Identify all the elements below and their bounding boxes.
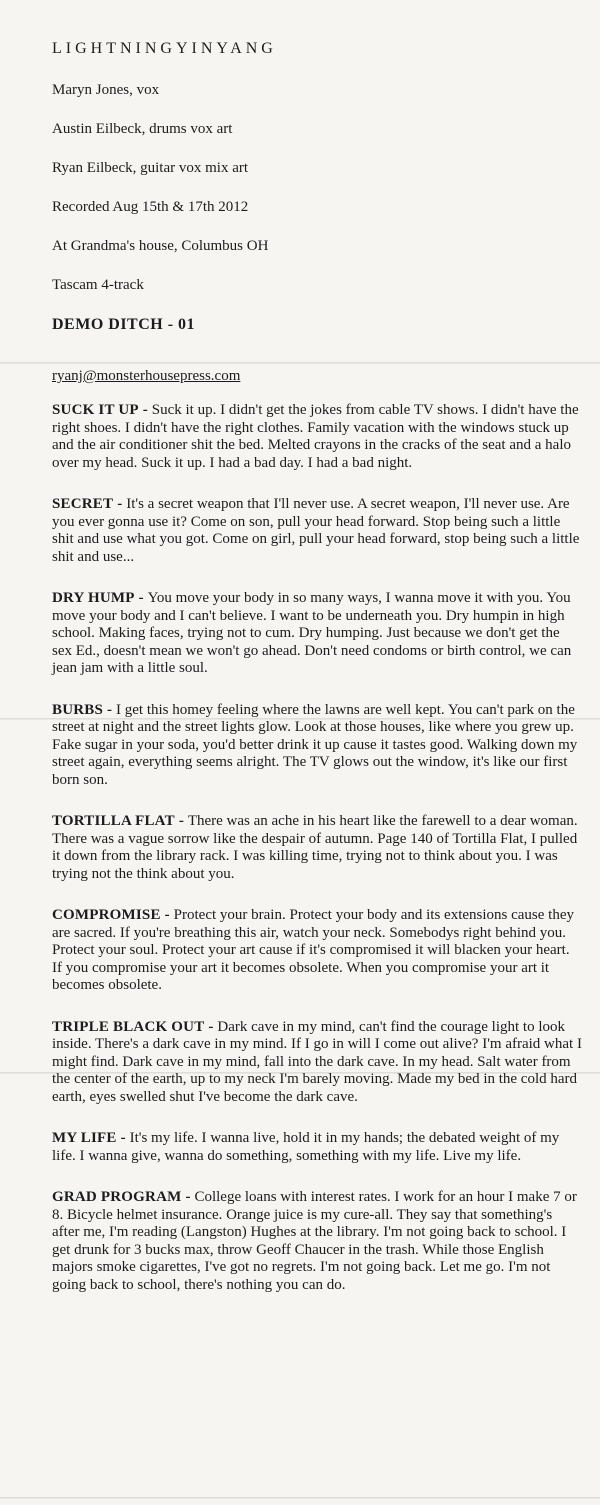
song-entry: [52, 1130, 582, 1165]
contact-email[interactable]: ryanj@monsterhousepress.com: [52, 368, 241, 384]
song-title: MY LIFE: [52, 1130, 117, 1146]
title-separator: -: [178, 813, 184, 829]
song-lyrics: You move your body in so many ways, I wanna move it with you. You move your body and I can't believe. I want to be underneath you. Dry humpin in high school. Making faces, trying not to cum. Dry humping. Just because we don't get the sex Ed., doesn't mean we won't go ahead. Don't need condoms or birth control, we can jean jam with a little soul.: [52, 590, 572, 676]
song-lyrics: It's a secret weapon that I'll never use. A secret weapon, I'll never use. Are you ever gonna use it? Come on son, pull your head forward. Stop being such a little shit and use what you got. Come on girl, pull your head forward, stop being such a little shit and use...: [52, 496, 580, 565]
title-separator: -: [164, 907, 170, 923]
song-entry: [52, 1189, 582, 1294]
title-separator: -: [142, 402, 148, 418]
song-lyrics: College loans with interest rates. I work for an hour I make 7 or 8. Bicycle helmet insurance. Orange juice is my cure-all. They say that something's after me, I'm reading (Langston) Hughes at the library. I'm not going back to school. I get drunk for 3 bucks max, throw Geoff Chaucer in the trash. While those English majors smoke cigarettes, I've got no regrets. I'm not going back. Let me go. I'm not going back to school, there's nothing you can do.: [52, 1189, 577, 1293]
title-separator: -: [117, 496, 123, 512]
song-lyrics: There was an ache in his heart like the farewell to a dear woman. There was a vague sorrow like the despair of autumn. Page 140 of Tortilla Flat, I pulled it down from the library rack. I was killing time, trying not to think about you. I was trying not the think about you.: [52, 813, 578, 882]
band-name: LIGHTNINGYINYANG: [52, 40, 277, 57]
song-title: TRIPLE BLACK OUT: [52, 1018, 205, 1035]
credit-line: Ryan Eilbeck, guitar vox mix art: [52, 160, 249, 176]
song-entry: [52, 907, 582, 995]
song-entry: [52, 702, 582, 790]
song-lyrics: Dark cave in my mind, can't find the courage light to look inside. There's a dark cave in my mind. If I go in will I come out alive? I'm afraid what I might find. Dark cave in my mind, fall into the dark cave. In my head. Salt water from the center of the earth, up to my neck I'm barely moving. Made my bed in the cold hard earth, eyes swelled shut I've become the dark cave.: [52, 1018, 582, 1105]
title-separator: -: [208, 1018, 214, 1035]
song-lyrics: Protect your brain. Protect your body and its extensions cause they are sacred. If you're breathing this air, watch your neck. Somebodys right behind you. Protect your soul. Protect your art cause if it's compromised it will blacken your heart. If you compromise your art it becomes obsolete. When you compromise your art it becomes obsolete.: [52, 907, 574, 993]
title-separator: -: [120, 1130, 126, 1146]
title-separator: -: [138, 590, 144, 606]
lyrics-list: [52, 402, 582, 1318]
song-lyrics: It's my life. I wanna live, hold it in my hands; the debated weight of my life. I wanna give, wanna do something, something with my life. Live my life.: [52, 1130, 560, 1164]
credit-line: Recorded Aug 15th & 17th 2012: [52, 199, 249, 215]
credit-line: At Grandma's house, Columbus OH: [52, 238, 269, 254]
demo-title: DEMO DITCH - 01: [52, 316, 196, 333]
song-entry: [52, 590, 582, 678]
credit-line: Maryn Jones, vox: [52, 82, 160, 98]
song-title: SECRET: [52, 496, 114, 512]
song-title: TORTILLA FLAT: [52, 813, 175, 829]
song-entry: [52, 496, 582, 566]
song-entry: [52, 1019, 582, 1107]
credit-line: Austin Eilbeck, drums vox art: [52, 121, 233, 137]
song-entry: [52, 813, 582, 883]
title-separator: -: [107, 701, 113, 718]
song-lyrics: Suck it up. I didn't get the jokes from cable TV shows. I didn't have the right shoes. I didn't have the right clothes. Family vacation with the windows stuck up and the air conditioner shit the bed. Melted crayons in the cracks of the seat and a halo over my head. Suck it up. I had a bad day. I had a bad night.: [52, 402, 579, 471]
title-separator: -: [185, 1189, 191, 1205]
song-entry: [52, 402, 582, 472]
song-title: BURBS: [52, 701, 104, 718]
song-title: COMPROMISE: [52, 907, 161, 923]
song-title: SUCK IT UP: [52, 402, 139, 418]
fold-crease: [0, 362, 600, 364]
credit-line: Tascam 4-track: [52, 277, 144, 293]
fold-crease: [0, 1497, 600, 1499]
song-title: DRY HUMP: [52, 590, 135, 606]
song-title: GRAD PROGRAM: [52, 1189, 182, 1205]
song-lyrics: I get this homey feeling where the lawns are well kept. You can't park on the street at night and the street lights glow. Look at those houses, like where you grew up. Fake sugar in your soda, you'd better drink it up cause it tastes good. Walking down my street again, everything seems alright. The TV glows out the window, it's like our first born son.: [52, 701, 578, 788]
credits-block: [52, 40, 352, 334]
